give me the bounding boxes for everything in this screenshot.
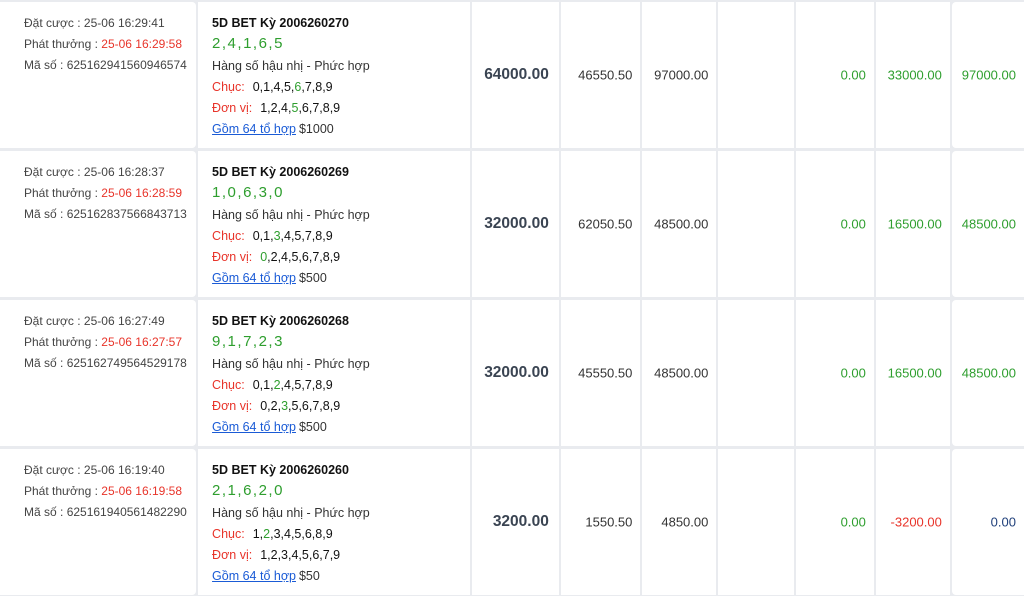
total-amount: 48500.00 <box>961 365 1016 381</box>
stake-cell <box>472 2 559 148</box>
units-selection: Đơn vị: 0,2,3,5,6,7,8,9 <box>212 399 341 413</box>
bet-code: Mã số : 625162941560946574 <box>24 58 187 72</box>
balance-amount: 46550.50 <box>578 67 633 83</box>
stake-amount: 32000.00 <box>484 364 549 381</box>
stake-cell <box>472 300 559 446</box>
profit-cell <box>876 300 950 446</box>
placed-time: Đặt cược : 25-06 16:27:49 <box>24 314 165 328</box>
selected-digits: ,3,4,5,6,8,9 <box>270 527 333 541</box>
stake-cell <box>472 449 559 595</box>
payout-time: Phát thưởng : 25-06 16:28:59 <box>24 186 183 200</box>
combination-link[interactable]: Gồm 64 tổ hợp <box>212 569 296 583</box>
bet-detail-cell <box>198 449 470 595</box>
draw-result: 1,0,6,3,0 <box>212 184 284 201</box>
placed-time: Đặt cược : 25-06 16:19:40 <box>24 463 165 477</box>
combination-info <box>212 271 327 285</box>
selected-digits: 1,2,3,4,5,6,7,9 <box>260 548 341 562</box>
empty-cell <box>718 2 794 148</box>
payout-amount: 4850.00 <box>661 514 709 530</box>
rebate-cell <box>796 449 874 595</box>
units-selection: Đơn vị: 1,2,3,4,5,6,7,9 <box>212 548 341 562</box>
profit-cell <box>876 151 950 297</box>
combination-info <box>212 420 327 434</box>
payout-amount: 48500.00 <box>654 216 709 232</box>
winning-digit: 6 <box>294 80 302 94</box>
tens-selection: Chục: 0,1,3,4,5,7,8,9 <box>212 229 333 243</box>
profit-cell <box>876 2 950 148</box>
rebate-cell <box>796 2 874 148</box>
payout-cell <box>642 151 716 297</box>
total-cell <box>952 151 1024 297</box>
bet-code: Mã số : 625162749564529178 <box>24 356 187 370</box>
bet-info-cell <box>0 151 196 297</box>
selected-digits: ,2,4,5,6,7,8,9 <box>267 250 341 264</box>
rebate-amount: 0.00 <box>840 365 866 381</box>
bet-row <box>0 2 1024 148</box>
bet-detail-cell <box>198 151 470 297</box>
selected-digits: 1,2,4, <box>260 101 292 115</box>
payout-time: Phát thưởng : 25-06 16:27:57 <box>24 335 183 349</box>
combination-link[interactable]: Gồm 64 tổ hợp <box>212 122 296 136</box>
total-amount: 0.00 <box>990 514 1016 530</box>
units-selection: Đơn vị: 0,2,4,5,6,7,8,9 <box>212 250 341 264</box>
selected-digits: ,7,8,9 <box>301 80 333 94</box>
unit-amount: $50 <box>298 569 320 583</box>
payout-cell <box>642 2 716 148</box>
tens-selection: Chục: 0,1,4,5,6,7,8,9 <box>212 80 333 94</box>
bet-row <box>0 300 1024 446</box>
combination-info <box>212 569 320 583</box>
bet-type: Hàng số hậu nhị - Phức hợp <box>212 357 370 371</box>
bet-info-cell <box>0 300 196 446</box>
balance-amount: 45550.50 <box>578 365 633 381</box>
game-period: 5D BET Kỳ 2006260260 <box>212 463 349 477</box>
selected-digits: 0,1, <box>252 229 274 243</box>
unit-amount: $1000 <box>298 122 334 136</box>
bet-row <box>0 151 1024 297</box>
placed-time: Đặt cược : 25-06 16:28:37 <box>24 165 165 179</box>
bet-info-cell <box>0 2 196 148</box>
profit-amount: 16500.00 <box>887 216 942 232</box>
profit-amount: -3200.00 <box>890 514 942 530</box>
balance-cell <box>561 449 641 595</box>
empty-cell <box>718 300 794 446</box>
combination-info <box>212 122 334 136</box>
stake-cell <box>472 151 559 297</box>
rebate-amount: 0.00 <box>840 514 866 530</box>
bet-type: Hàng số hậu nhị - Phức hợp <box>212 506 370 520</box>
total-cell <box>952 2 1024 148</box>
balance-amount: 62050.50 <box>578 216 633 232</box>
balance-cell <box>561 2 641 148</box>
profit-amount: 16500.00 <box>887 365 942 381</box>
payout-cell <box>642 449 716 595</box>
total-cell <box>952 449 1024 595</box>
profit-cell <box>876 449 950 595</box>
selected-digits: 1, <box>252 527 264 541</box>
balance-amount: 1550.50 <box>585 514 633 530</box>
tens-selection: Chục: 1,2,3,4,5,6,8,9 <box>212 527 333 541</box>
selected-digits: ,6,7,8,9 <box>298 101 341 115</box>
winning-digit: 3 <box>273 229 281 243</box>
stake-amount: 32000.00 <box>484 215 549 232</box>
balance-cell <box>561 300 641 446</box>
draw-result: 2,1,6,2,0 <box>212 482 284 499</box>
payout-time: Phát thưởng : 25-06 16:29:58 <box>24 37 183 51</box>
winning-digit: 2 <box>263 527 271 541</box>
game-period: 5D BET Kỳ 2006260269 <box>212 165 349 179</box>
combination-link[interactable]: Gồm 64 tổ hợp <box>212 271 296 285</box>
bet-info-cell <box>0 449 196 595</box>
winning-digit: 0 <box>260 250 268 264</box>
rebate-cell <box>796 151 874 297</box>
empty-cell <box>718 151 794 297</box>
total-amount: 48500.00 <box>961 216 1016 232</box>
payout-time: Phát thưởng : 25-06 16:19:58 <box>24 484 183 498</box>
bet-row <box>0 449 1024 595</box>
draw-result: 2,4,1,6,5 <box>212 35 284 52</box>
bet-type: Hàng số hậu nhị - Phức hợp <box>212 59 370 73</box>
selected-digits: ,5,6,7,8,9 <box>288 399 341 413</box>
total-amount: 97000.00 <box>961 67 1016 83</box>
winning-digit: 2 <box>273 378 281 392</box>
game-period: 5D BET Kỳ 2006260268 <box>212 314 349 328</box>
payout-amount: 48500.00 <box>654 365 709 381</box>
unit-amount: $500 <box>298 271 327 285</box>
selected-digits: 0,1,4,5, <box>252 80 295 94</box>
total-cell <box>952 300 1024 446</box>
bet-detail-cell <box>198 2 470 148</box>
selected-digits: 0,1, <box>252 378 274 392</box>
rebate-cell <box>796 300 874 446</box>
bet-code: Mã số : 625161940561482290 <box>24 505 187 519</box>
combination-link[interactable]: Gồm 64 tổ hợp <box>212 420 296 434</box>
bet-detail-cell <box>198 300 470 446</box>
rebate-amount: 0.00 <box>840 67 866 83</box>
rebate-amount: 0.00 <box>840 216 866 232</box>
units-selection: Đơn vị: 1,2,4,5,6,7,8,9 <box>212 101 341 115</box>
payout-cell <box>642 300 716 446</box>
stake-amount: 3200.00 <box>492 513 549 530</box>
payout-amount: 97000.00 <box>654 67 709 83</box>
winning-digit: 5 <box>291 101 299 115</box>
selected-digits: 0,2, <box>260 399 282 413</box>
winning-digit: 3 <box>281 399 289 413</box>
bet-code: Mã số : 625162837566843713 <box>24 207 187 221</box>
stake-amount: 64000.00 <box>484 66 549 83</box>
draw-result: 9,1,7,2,3 <box>212 333 284 350</box>
selected-digits: ,4,5,7,8,9 <box>280 229 333 243</box>
game-period: 5D BET Kỳ 2006260270 <box>212 16 349 30</box>
profit-amount: 33000.00 <box>887 67 942 83</box>
balance-cell <box>561 151 641 297</box>
selected-digits: ,4,5,7,8,9 <box>280 378 333 392</box>
empty-cell <box>718 449 794 595</box>
tens-selection: Chục: 0,1,2,4,5,7,8,9 <box>212 378 333 392</box>
unit-amount: $500 <box>298 420 327 434</box>
bet-type: Hàng số hậu nhị - Phức hợp <box>212 208 370 222</box>
placed-time: Đặt cược : 25-06 16:29:41 <box>24 16 165 30</box>
